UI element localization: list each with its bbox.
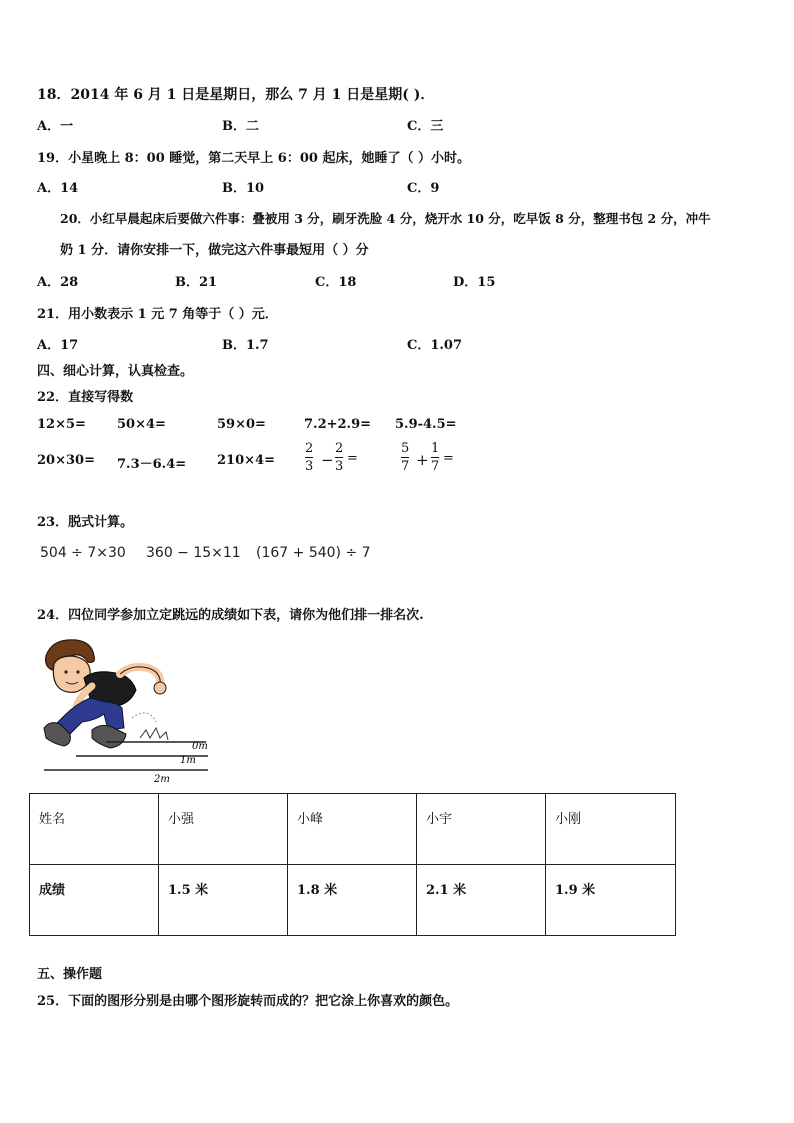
question-18-text: 18．2014 年 6 月 1 日是星期日，那么 7 月 1 日是星期( )． [37, 87, 435, 103]
section-4-heading: 四、细心计算，认真检查。 [37, 364, 194, 379]
calc-item: 7.3－6.4= [117, 457, 187, 472]
q18-option-a: A．一 [37, 119, 74, 134]
fraction-numerator: 2 [335, 441, 344, 456]
q18-option-b: B．二 [222, 119, 259, 134]
q20-option-d: D．15 [453, 275, 496, 290]
table-cell: 小刚 [546, 794, 676, 865]
question-24-title: 24．四位同学参加立定跳远的成绩如下表，请你为他们排一排名次. [37, 608, 424, 623]
mark-1m: 1m [180, 755, 196, 766]
q21-option-c: C．1.07 [407, 338, 463, 353]
q20-option-b: B．21 [175, 275, 218, 290]
calc-item: 50×4= [117, 417, 166, 432]
q21-option-a: A．17 [37, 338, 79, 353]
mark-2m: 2m [154, 774, 170, 785]
plus-operator: + [416, 451, 429, 469]
calc-item: 20×30= [37, 453, 95, 468]
calc-item: 210×4= [217, 453, 275, 468]
expression-1: 504 ÷ 7×30 [40, 545, 126, 561]
long-jump-boy-illustration [36, 634, 216, 786]
question-19-text: 19．小星晚上 8：00 睡觉，第二天早上 6：00 起床，她睡了（ ）小时。 [37, 151, 470, 166]
question-20-line2: 奶 1 分．请你安排一下，做完这六件事最短用（ ）分 [60, 243, 369, 258]
q19-option-a: A．14 [37, 181, 79, 196]
table-cell: 小峰 [288, 794, 417, 865]
fraction-2-3-a [305, 441, 313, 474]
table-cell: 1.8 米 [288, 865, 417, 936]
q19-option-b: B．10 [222, 181, 265, 196]
question-20-line1: 20．小红早晨起床后要做六件事：叠被用 3 分，刷牙洗脸 4 分，烧开水 10 分，吃早饭 8 分，整理书包 2 分，冲牛 [60, 211, 711, 226]
fraction-denominator: 7 [401, 459, 410, 474]
table-row [30, 794, 676, 865]
calc-item: 59×0= [217, 417, 266, 432]
fraction-denominator: 7 [431, 459, 440, 474]
section-5-heading: 五、操作题 [37, 967, 103, 982]
table-cell: 1.9 米 [546, 865, 676, 936]
fraction-numerator: 5 [401, 441, 410, 456]
q18-option-c: C．三 [407, 119, 444, 134]
q19-option-c: C．9 [407, 181, 440, 196]
q20-option-c: C．18 [315, 275, 357, 290]
fraction-numerator: 2 [305, 441, 314, 456]
question-22-title: 22．直接写得数 [37, 390, 134, 405]
calc-item: 5.9-4.5= [395, 417, 457, 432]
table-cell: 1.5 米 [159, 865, 288, 936]
minus-operator: − [321, 451, 334, 469]
fraction-1-7 [431, 441, 439, 474]
question-25-text: 25．下面的图形分别是由哪个图形旋转而成的？把它涂上你喜欢的颜色。 [37, 994, 459, 1009]
mark-0m: 0m [192, 741, 208, 752]
table-cell: 小宇 [417, 794, 546, 865]
table-row [30, 865, 676, 936]
calc-item: 7.2+2.9= [304, 417, 372, 432]
table-cell: 成绩 [30, 865, 159, 936]
fraction-denominator: 3 [305, 459, 314, 474]
question-23-title: 23．脱式计算。 [37, 515, 134, 530]
expression-3: (167 + 540) ÷ 7 [256, 545, 371, 561]
calc-item: 12×5= [37, 417, 86, 432]
fraction-5-7 [401, 441, 409, 474]
equals-sign: = [347, 451, 358, 466]
equals-sign: = [443, 451, 454, 466]
q20-option-a: A．28 [37, 275, 79, 290]
table-cell: 2.1 米 [417, 865, 546, 936]
expression-2: 360 − 15×11 [146, 545, 241, 561]
table-cell: 姓名 [30, 794, 159, 865]
table-cell: 小强 [159, 794, 288, 865]
long-jump-results-table [29, 793, 676, 936]
q21-option-b: B．1.7 [222, 338, 269, 353]
question-21-text: 21．用小数表示 1 元 7 角等于（ ）元． [37, 307, 278, 322]
fraction-2-3-b [335, 441, 343, 474]
fraction-denominator: 3 [335, 459, 344, 474]
fraction-numerator: 1 [431, 441, 440, 456]
